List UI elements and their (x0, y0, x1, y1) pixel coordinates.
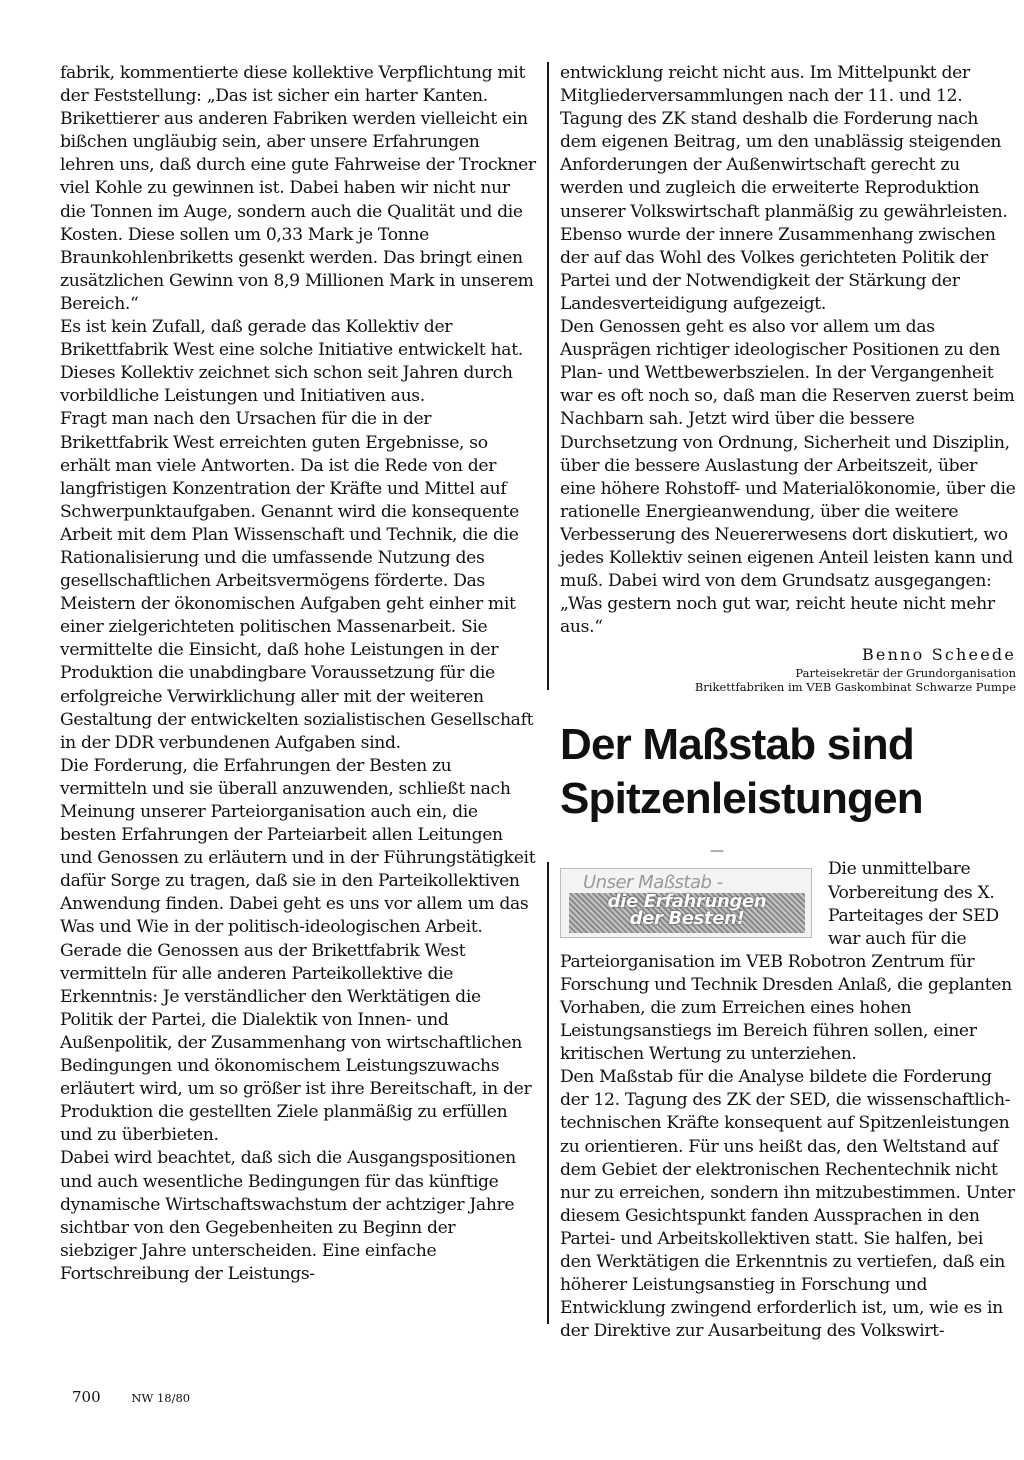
article-body (560, 843, 1016, 1343)
badge-line-2: der Besten! (629, 908, 745, 930)
paragraph: Die Forderung, die Erfahrungen der Besten zu vermitteln und sie überall anzuwenden, schließt nach Meinung unserer Parteiorganisation auch ein, die besten Erfahrungen der Parteiarbeit allen Leitungen und Genossen zu erläutern und in der Führungstätigkeit dafür Sorge zu tragen, daß sie in den Parteikollektiven Anwendung finden. Dabei geht es uns vor allem um das Was und Wie in der politisch-ideologischen Arbeit. (60, 755, 536, 938)
paragraph: Es ist kein Zufall, daß gerade das Kollektiv der Brikettfabrik West eine solche Initiative entwickelt hat. Dieses Kollektiv zeichnet sich schon seit Jahren durch vorbildliche Leistungen und Initiativen aus. (60, 317, 523, 407)
decorative-dash: — (710, 843, 724, 860)
page-footer (72, 1388, 190, 1406)
paragraph: Gerade die Genossen aus der Brikettfabrik West vermitteln für alle anderen Parteikollektive die Erkenntnis: Je verständlicher den Werktätigen die Politik der Partei, die Dialektik von Innen- und Außenpolitik, der Zusammenhang von wirtschaftlichen Bedingungen und ökonomischem Leistungszuwachs erläutert wird, um so größer ist ihre Bereitschaft, in der Produktion die gestellten Ziele planmäßig zu erfüllen und zu überbieten. (60, 940, 532, 1146)
author-signature (560, 643, 1016, 694)
column-divider-bottom (547, 862, 549, 1324)
paragraph: Dabei wird beachtet, daß sich die Ausgangspositionen und auch wesentliche Bedingungen für das künftige dynamische Wirtschaftswachstum der achtziger Jahre sichtbar von den Gegebenheiten zu Beginn der siebziger Jahre unterscheiden. Eine einfache Fortschreibung der Leistungs- (60, 1148, 516, 1284)
right-column (560, 62, 1016, 1343)
paragraph: Fragt man nach den Ursachen für die in der Brikettfabrik West erreichten guten Ergebnisse, so erhält man viele Antworten. Da ist die Rede von der langfristigen Konzentration der Kräfte und Mittel auf Schwerpunktaufgaben. Genannt wird die konsequente Arbeit mit dem Plan Wissenschaft und Technik, die die Rationalisierung und die umfassende Nutzung des gesellschaftlichen Arbeitsvermögens förderte. Das Meistern der ökonomischen Aufgaben geht einher mit einer zielgerichteten politischen Massenarbeit. Sie vermittelte die Einsicht, daß hohe Leistungen in der Produktion die unabdingbare Voraussetzung für die erfolgreiche Verwirklichung aller mit der weiteren Gestaltung der entwickelten sozialistischen Gesellschaft in der DDR verbundenen Aufgaben sind. (60, 409, 534, 753)
motto-badge (560, 868, 812, 938)
issue-label: NW 18/80 (131, 1391, 191, 1405)
left-column (60, 62, 536, 1286)
badge-top-text: Unser Maßstab - (583, 872, 723, 894)
headline-line-2: Spitzenleistungen (560, 774, 923, 824)
page-number: 700 (72, 1388, 101, 1406)
paragraph: Den Genossen geht es also vor allem um das Ausprägen richtiger ideologischer Positionen zu den Plan- und Wettbewerbszielen. In der Vergangenheit war es oft noch so, daß man die Reserven zuerst beim Nachbarn sah. Jetzt wird über die bessere Durchsetzung von Ordnung, Sicherheit und Disziplin, über die bessere Auslastung der Arbeitszeit, über eine höhere Rohstoff- und Materialökonomie, über die rationelle Energieanwendung, über die weitere Verbesserung des Neuererwesens dort diskutiert, wo jedes Kollektiv seinen eigenen Anteil leisten kann und muß. Dabei wird von dem Grundsatz ausgegangen: „Was gestern noch gut war, reicht heute nicht mehr aus.“ (560, 317, 1016, 638)
column-divider-top (547, 62, 549, 690)
paragraph: Den Maßstab für die Analyse bildete die Forderung der 12. Tagung des ZK der SED, die wissenschaftlich-technischen Kräfte konsequent auf Spitzenleistungen zu orientieren. Für uns heißt das, den Weltstand auf dem Gebiet der elektronischen Rechentechnik nicht nur zu erreichen, sondern ihn mitzubestimmen. Unter diesem Gesichtspunkt fanden Aussprachen in den Partei- und Arbeitskollektiven statt. Sie halfen, bei den Werktätigen die Erkenntnis zu vertiefen, daß ein höherer Leistungsanstieg in Forschung und Entwicklung zwingend erforderlich ist, um, wie es in der Direktive zur Ausarbeitung des Volkswirt- (560, 1067, 1015, 1342)
headline-line-1: Der Maßstab sind (560, 720, 914, 770)
paragraph: Die unmittelbare Vorbereitung des X. Parteitages der SED war auch für die Parteiorganisation im VEB Robotron Zentrum für Forschung und Technik Dresden Anlaß, die geplanten Vorhaben, die zum Erreichen eines hohen Leistungsanstiegs im Bereich führen sollen, einer kritischen Wertung zu unterziehen. (560, 859, 1012, 1065)
badge-line-1: die Erfahrungen (607, 891, 767, 913)
author-affiliation: Brikettfabriken im VEB Gaskombinat Schwarze Pumpe (694, 680, 1016, 695)
author-name: Benno Scheede (861, 645, 1016, 665)
paragraph: entwicklung reicht nicht aus. Im Mittelpunkt der Mitgliederversammlungen nach der 11. und 12. Tagung des ZK stand deshalb die Forderung nach dem eigenen Beitrag, um den unablässig steigenden Anforderungen der Außenwirtschaft gerecht zu werden und zugleich die erweiterte Reproduktion unserer Volkswirtschaft planmäßig zu gewährleisten. Ebenso wurde der innere Zusammenhang zwischen der auf das Wohl des Volkes gerichteten Politik der Partei und der Notwendigkeit der Stärkung der Landesverteidigung aufgezeigt. (560, 63, 1008, 314)
author-role: Parteisekretär der Grundorganisation (795, 666, 1016, 681)
badge-banner (569, 893, 805, 933)
article-headline (560, 718, 1016, 826)
paragraph: fabrik, kommentierte diese kollektive Verpflichtung mit der Feststellung: „Das ist sicher ein harter Kanten. Brikettierer aus anderen Fabriken werden vielleicht ein bißchen ungläubig sein, aber unsere Erfahrungen lehren uns, daß durch eine gute Fahrweise der Trockner viel Kohle zu gewinnen ist. Dabei haben wir nicht nur die Tonnen im Auge, sondern auch die Qualität und die Kosten. Diese sollen um 0,33 Mark je Tonne Braunkohlenbriketts gesenkt werden. Das bringt einen zusätzlichen Gewinn von 8,9 Millionen Mark in unserem Bereich.“ (60, 63, 536, 314)
